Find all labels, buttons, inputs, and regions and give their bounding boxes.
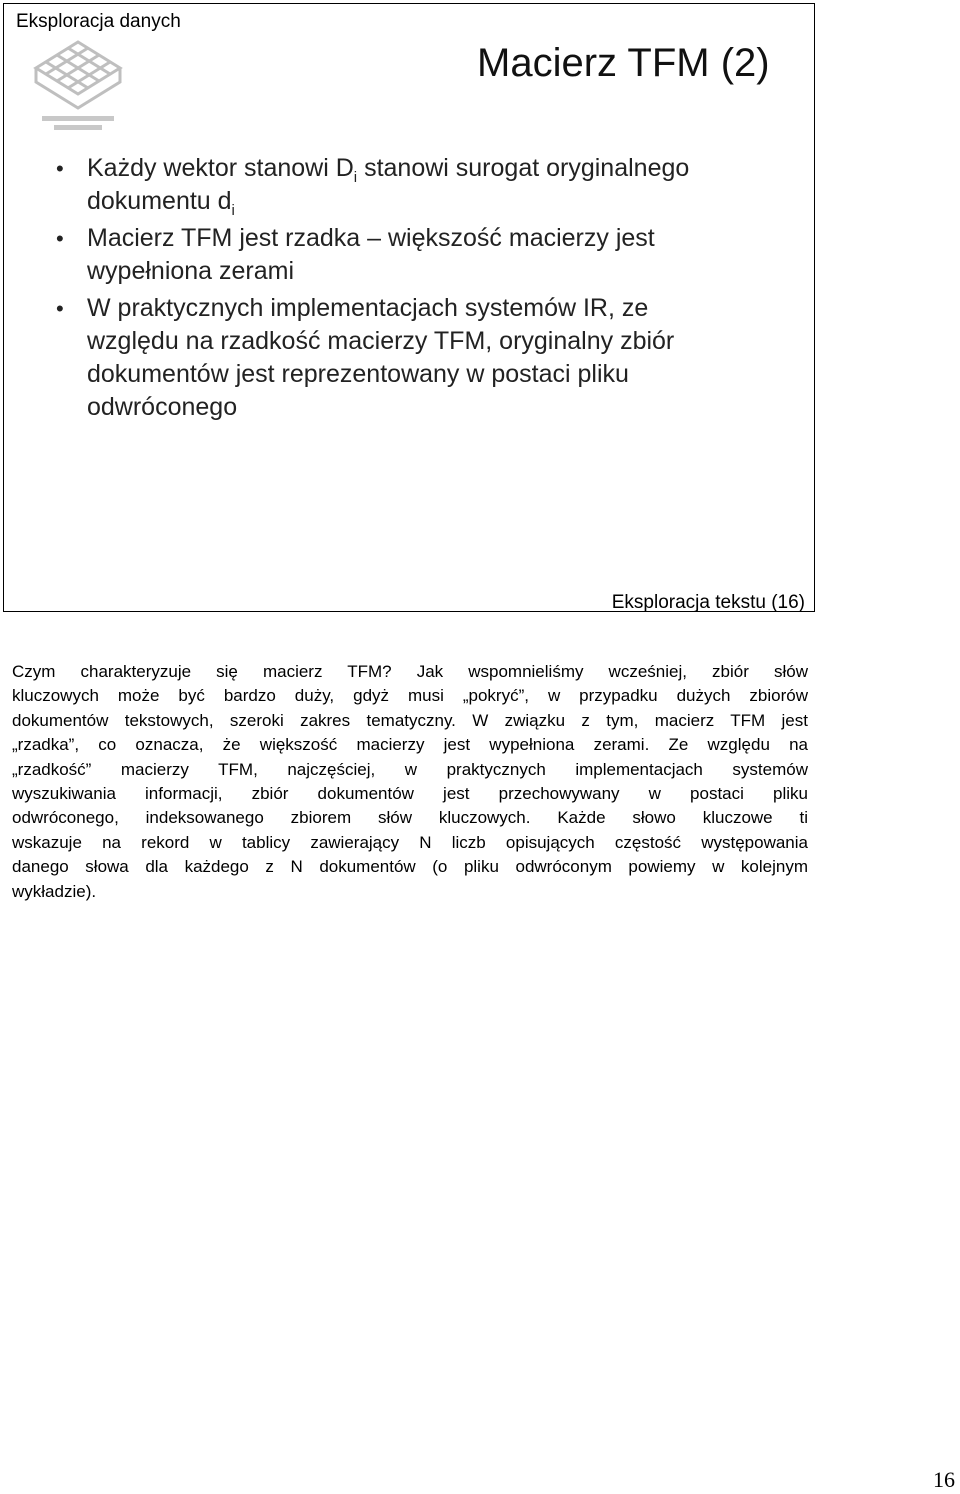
notes-line: danego słowa dla każdego z N dokumentów (o pliku odwróconym powiemy w kolejnym xyxy=(12,857,808,877)
slide-header-label: Eksploracja danych xyxy=(16,11,181,32)
slide-frame xyxy=(3,3,815,612)
notes-line: Czym charakteryzuje się macierz TFM? Jak wspomnieliśmy wcześniej, zbiór słów xyxy=(12,662,808,681)
notes-line: kluczowych może być bardzo duży, gdyż musi „pokryć”, w przypadku dużych zbiorów xyxy=(12,686,808,706)
notes-line: wyszukiwania informacji, zbiór dokumentów jest przechowywany w postaci pliku xyxy=(12,784,808,804)
notes-line: dokumentów tekstowych, szeroki zakres tematyczny. W związku z tym, macierz TFM jest xyxy=(12,710,808,730)
subscript: i xyxy=(353,169,358,186)
bullet-icon: • xyxy=(56,226,64,251)
bullet-line: Macierz TFM jest rzadka – większość macierzy jest xyxy=(87,224,655,252)
notes-line: „rzadka”, co oznacza, że większość macierzy jest wypełniona zerami. Ze względu na xyxy=(12,735,808,755)
lecture-notes xyxy=(12,660,808,904)
bullet-line: W praktycznych implementacjach systemów IR, ze xyxy=(87,294,649,322)
bullet-line: dokumentu $d_i$ xyxy=(87,187,235,219)
notes-line: wskazuje na rekord w tablicy zawierający N liczb opisujących częstość występowania xyxy=(12,832,808,852)
notes-line: „rzadkość” macierzy TFM, najczęściej, w praktycznych implementacjach systemów xyxy=(12,759,808,779)
bullet-icon: • xyxy=(56,156,64,181)
bullet-line: Każdy wektor stanowi $D_i$ stanowi surogat oryginalnego xyxy=(87,154,690,186)
slide-footer-label: Eksploracja tekstu (16) xyxy=(611,592,805,613)
slide-title: Macierz TFM (2) xyxy=(477,41,770,85)
notes-line: wykładzie). xyxy=(12,881,97,901)
bullet-item xyxy=(56,292,756,424)
bullet-line: względu na rzadkość macierzy TFM, oryginalny zbiór xyxy=(87,327,675,355)
bullet-line: odwróconego xyxy=(87,393,238,421)
subscript: i xyxy=(231,202,235,219)
bullet-line: dokumentów jest reprezentowany w postaci pliku xyxy=(87,360,629,388)
bullet-item xyxy=(56,152,756,218)
bullet-list xyxy=(56,152,756,428)
bullet-item xyxy=(56,222,756,288)
notes-line: odwróconego, indeksowanego zbiorem słów kluczowych. Każde słowo kluczowe ti xyxy=(12,808,808,828)
bullet-line: wypełniona zerami xyxy=(87,257,295,285)
university-logo xyxy=(32,38,124,136)
bullet-icon: • xyxy=(56,296,64,321)
page-number: 16 xyxy=(933,1467,955,1492)
